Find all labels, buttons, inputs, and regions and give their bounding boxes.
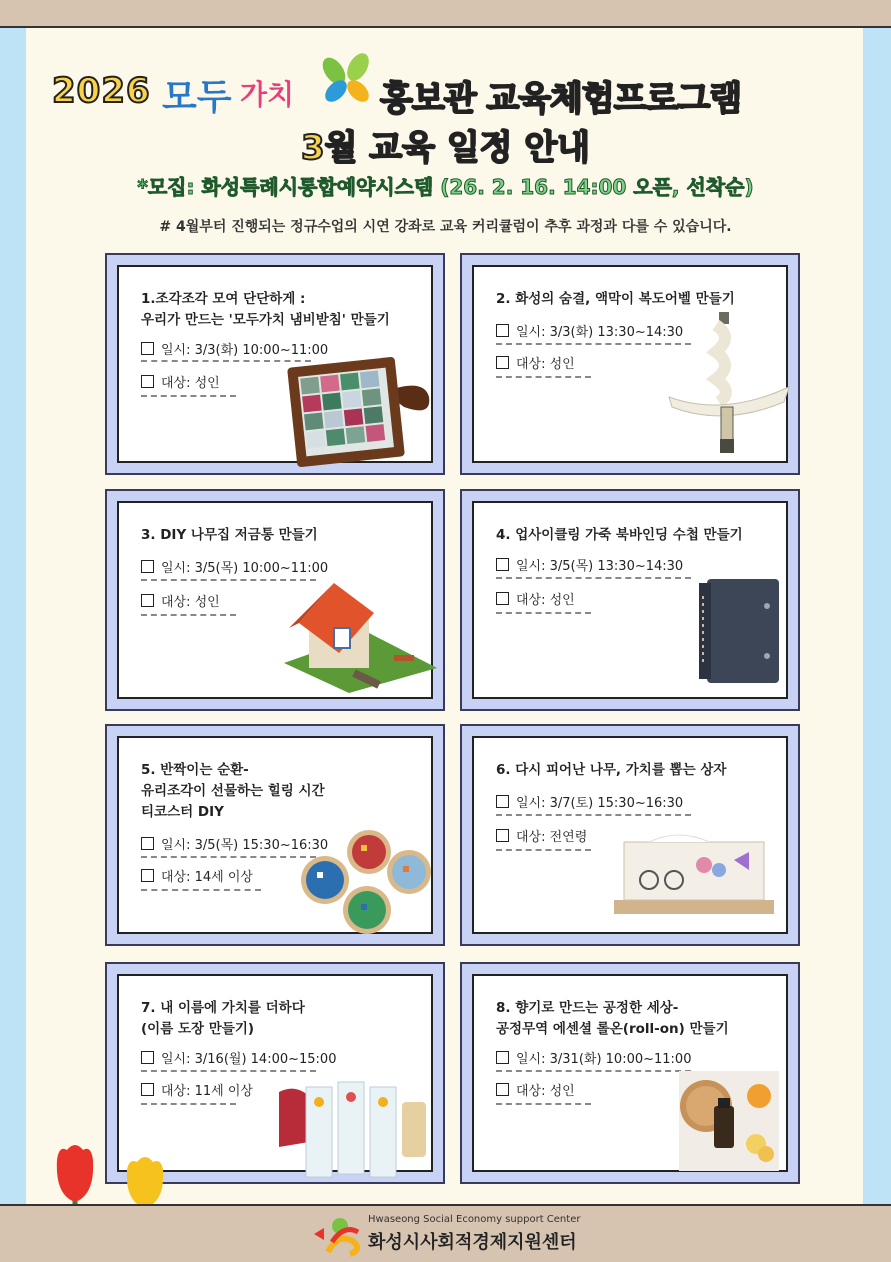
target-text: 대상: 14세 이상	[161, 870, 253, 885]
card-title: 1.조각조각 모여 단단하게 : 우리가 만드는 '모두가치 냄비받침' 만들기	[141, 291, 390, 328]
card-date	[496, 321, 683, 340]
center-logo-icon	[310, 1212, 366, 1258]
date-text: 일시: 3/16(월) 14:00~15:00	[161, 1052, 337, 1067]
dash-divider	[496, 849, 591, 851]
wooden-house-bank-photo	[279, 573, 439, 693]
card-target	[141, 866, 253, 885]
dash-divider	[496, 577, 691, 579]
checkbox-icon	[496, 1051, 509, 1064]
card-title: 2. 화성의 숨결, 액막이 복도어벨 만들기	[496, 291, 735, 307]
checkbox-icon	[141, 837, 154, 850]
target-text: 대상: 11세 이상	[161, 1084, 253, 1099]
year-text: 2026	[52, 71, 151, 111]
program-card-6	[460, 724, 800, 946]
dash-divider	[141, 614, 236, 616]
date-text: 일시: 3/3(화) 10:00~11:00	[161, 343, 329, 358]
program-card-3	[105, 489, 445, 711]
dash-divider	[496, 1103, 591, 1105]
checkbox-icon	[141, 375, 154, 388]
card-target	[496, 826, 587, 845]
dash-divider	[496, 343, 691, 345]
card-date	[141, 1048, 336, 1067]
program-card-8	[460, 962, 800, 1184]
card-title: 8. 향기로 만드는 공정한 세상- 공정무역 에센셜 롤온(roll-on) 만들기	[496, 1000, 729, 1037]
card-date	[496, 792, 683, 811]
top-band	[0, 0, 891, 28]
footer	[0, 1204, 891, 1262]
checkbox-icon	[496, 592, 509, 605]
right-border	[863, 28, 891, 1204]
card-target	[496, 353, 575, 372]
card-target	[141, 1080, 253, 1099]
dash-divider	[141, 856, 316, 858]
card-title: 7. 내 이름에 가치를 더하다 (이름 도장 만들기)	[141, 1000, 305, 1037]
card-target	[496, 1080, 575, 1099]
card-title: 3. DIY 나무집 저금통 만들기	[141, 527, 318, 543]
title-line	[0, 55, 891, 119]
card-date	[496, 555, 683, 574]
target-text: 대상: 성인	[516, 1084, 575, 1099]
checkbox-icon	[496, 1083, 509, 1096]
date-text: 일시: 3/31(화) 10:00~11:00	[516, 1052, 692, 1067]
dash-divider	[496, 612, 591, 614]
dash-divider	[496, 814, 691, 816]
card-title: 5. 반짝이는 순환- 유리조각이 선물하는 힐링 시간 티코스터 DIY	[141, 762, 325, 820]
dash-divider	[141, 889, 261, 891]
program-card-4	[460, 489, 800, 711]
checkbox-icon	[141, 560, 154, 573]
date-text: 일시: 3/3(화) 13:30~14:30	[516, 325, 684, 340]
date-text: 일시: 3/7(토) 15:30~16:30	[516, 796, 684, 811]
org-name-en: Hwaseong Social Economy support Center	[368, 1214, 581, 1225]
dash-divider	[496, 1070, 691, 1072]
dash-divider	[141, 395, 236, 397]
checkbox-icon	[141, 342, 154, 355]
target-text: 대상: 성인	[161, 376, 220, 391]
date-text: 일시: 3/5(목) 13:30~14:30	[516, 559, 684, 574]
date-text: 일시: 3/5(목) 15:30~16:30	[161, 838, 329, 853]
checkbox-icon	[496, 795, 509, 808]
target-text: 대상: 성인	[516, 593, 575, 608]
brand-text-part2: 가치	[240, 78, 295, 111]
checkbox-icon	[496, 356, 509, 369]
checkbox-icon	[141, 869, 154, 882]
recruit-info: *모집: 화성특례시통합예약시스템 (26. 2. 16. 14:00 오픈, 선착순)	[137, 175, 754, 199]
pollock-doorbell-photo	[664, 307, 794, 467]
brand-text-part1: 모두	[162, 77, 232, 118]
checkbox-icon	[496, 558, 509, 571]
checkbox-icon	[496, 829, 509, 842]
card-target	[496, 589, 575, 608]
target-text: 대상: 성인	[161, 595, 220, 610]
card-date	[496, 1048, 691, 1067]
glass-coaster-photo	[297, 830, 437, 940]
org-name-ko: 화성시사회적경제지원센터	[368, 1232, 577, 1253]
dash-divider	[496, 376, 591, 378]
tissue-box-photo	[609, 830, 779, 920]
leather-notebook-photo	[689, 571, 789, 691]
leaf-logo-icon	[312, 41, 382, 111]
target-text: 대상: 전연령	[516, 830, 588, 845]
checkbox-icon	[496, 324, 509, 337]
card-title: 6. 다시 피어난 나무, 가치를 뽑는 상자	[496, 762, 727, 778]
program-card-5	[105, 724, 445, 946]
dash-divider	[141, 1103, 236, 1105]
date-text: 일시: 3/5(목) 10:00~11:00	[161, 561, 329, 576]
card-target	[141, 591, 220, 610]
name-stamp-photo	[274, 1072, 434, 1182]
checkbox-icon	[141, 1051, 154, 1064]
target-text: 대상: 성인	[516, 357, 575, 372]
roll-on-oil-photo	[674, 1066, 784, 1176]
left-border	[0, 28, 26, 1204]
card-target	[141, 372, 220, 391]
card-title: 4. 업사이클링 가죽 북바인딩 수첩 만들기	[496, 527, 743, 543]
curriculum-notice: # 4월부터 진행되는 정규수업의 시연 강좌로 교육 커리큘럼이 추후 과정과 다를 수 있습니다.	[159, 219, 732, 235]
checkbox-icon	[141, 594, 154, 607]
checkbox-icon	[141, 1083, 154, 1096]
program-card-2	[460, 253, 800, 475]
program-card-1	[105, 253, 445, 475]
program-title: 홍보관 교육체험프로그램	[380, 79, 742, 119]
mosaic-trivet-photo	[284, 347, 434, 467]
subtitle: 3월 교육 일정 안내	[300, 128, 591, 168]
